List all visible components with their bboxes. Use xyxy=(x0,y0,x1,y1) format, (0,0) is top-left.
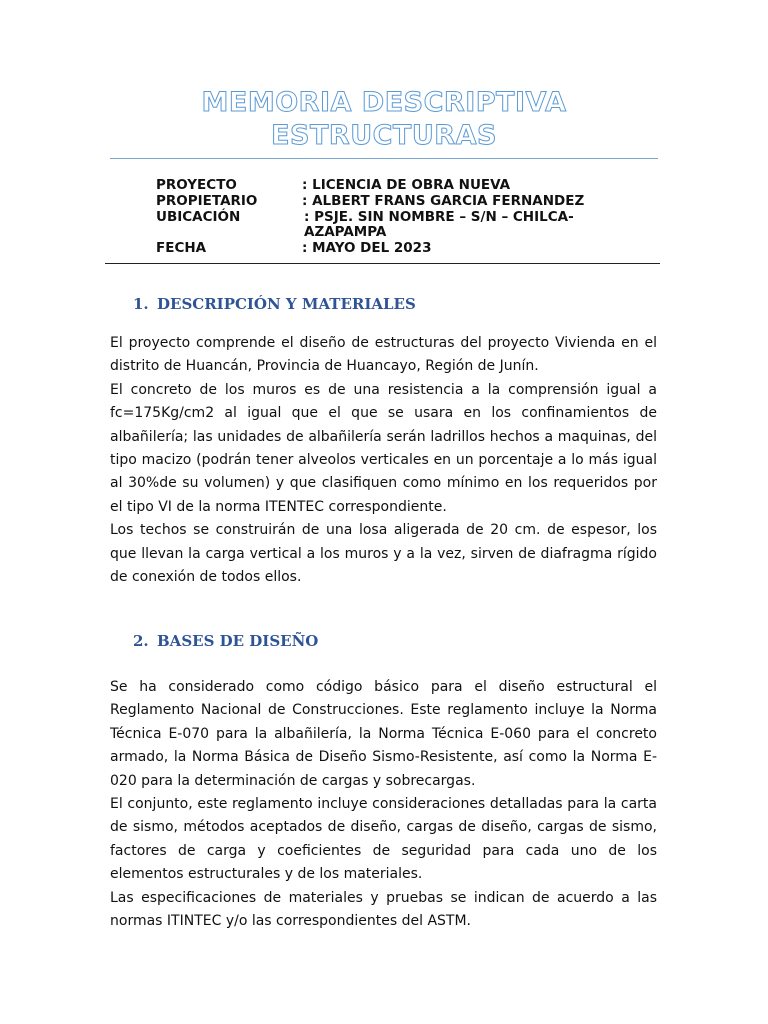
meta-value-proyecto: : LICENCIA DE OBRA NUEVA xyxy=(302,177,511,193)
meta-label-ubicacion: UBICACIÓN xyxy=(156,208,241,225)
meta-value-ubicacion-line-1: : PSJE. SIN NOMBRE – S/N – CHILCA- xyxy=(304,208,574,225)
section-1-body xyxy=(110,332,657,589)
meta-value-fecha: : MAYO DEL 2023 xyxy=(302,240,432,257)
paragraph: El proyecto comprende el diseño de estructuras del proyecto Vivienda en el distrito de Huancán, Provincia de Huancayo, Región de Junín. xyxy=(110,335,657,375)
meta-row-proyecto xyxy=(156,178,616,194)
meta-value-propietario: : ALBERT FRANS GARCIA FERNANDEZ xyxy=(302,192,585,209)
section-heading-2 xyxy=(133,632,318,650)
meta-row-fecha xyxy=(156,241,616,257)
section-2-body xyxy=(110,676,657,933)
paragraph: Los techos se construirán de una losa aligerada de 20 cm. de espesor, los que llevan la carga vertical a los muros y a la vez, sirven de diafragma rígido de conexión de todos ellos. xyxy=(110,522,657,586)
section-title: DESCRIPCIÓN Y MATERIALES xyxy=(157,295,416,313)
meta-label-propietario: PROPIETARIO xyxy=(156,192,258,209)
info-block-divider xyxy=(105,263,660,264)
paragraph: Se ha considerado como código básico para el diseño estructural el Reglamento Nacional de Construcciones. Este reglamento incluye la Norma Técnica E-070 para la albañilería, la Norma Técnica E-060 para el concreto armado, la Norma Básica de Diseño Sismo-Resistente, así como la Norma E-020 para la determinación de cargas y sobrecargas. xyxy=(110,679,657,789)
meta-value-ubicacion-line-2: AZAPAMPA xyxy=(304,224,387,241)
meta-row-ubicacion xyxy=(156,210,616,242)
page-title-line-1: MEMORIA DESCRIPTIVA xyxy=(201,87,567,118)
paragraph: Las especificaciones de materiales y pruebas se indican de acuerdo a las normas ITINTEC y/o las correspondientes del ASTM. xyxy=(110,889,657,930)
meta-label-fecha: FECHA xyxy=(156,240,207,257)
title-divider xyxy=(110,158,658,159)
page-title-line-2: ESTRUCTURAS xyxy=(271,120,497,151)
section-title: BASES DE DISEÑO xyxy=(157,632,319,650)
meta-row-propietario xyxy=(156,194,616,210)
page-title xyxy=(110,86,658,152)
section-number: 2. xyxy=(133,632,149,650)
section-number: 1. xyxy=(133,295,149,313)
section-heading-1 xyxy=(133,295,416,313)
project-info-block xyxy=(156,178,616,257)
meta-value-ubicacion xyxy=(302,210,616,242)
paragraph: El concreto de los muros es de una resistencia a la comprensión igual a fc=175Kg/cm2 al igual que el que se usara en los confinamientos de albañilería; las unidades de albañilería serán ladrillos hechos a maquinas, del tipo macizo (podrán tener alveolos verticales en un porcentaje a lo más igual al 30%de su volumen) y que clasifiquen como mínimo en los requeridos por el tipo VI de la norma ITENTEC correspondiente. xyxy=(110,381,657,515)
meta-label-proyecto: PROYECTO xyxy=(156,177,237,193)
paragraph: El conjunto, este reglamento incluye consideraciones detalladas para la carta de sismo, métodos aceptados de diseño, cargas de diseño, cargas de sismo, factores de carga y coeficientes de seguridad para cada uno de los elementos estructurales y de los materiales. xyxy=(110,796,657,883)
